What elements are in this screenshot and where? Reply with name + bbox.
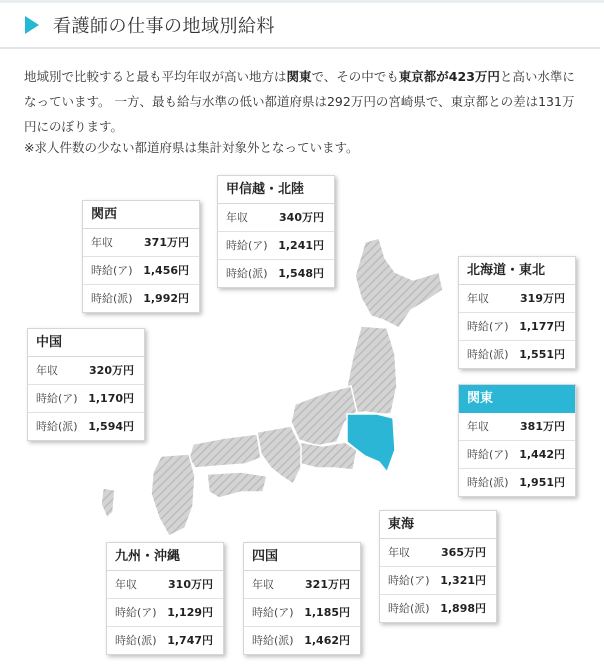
region-name: 中国: [28, 329, 144, 357]
region-name: 東海: [380, 511, 496, 539]
part-row: 時給(ア) 1,456円: [83, 257, 199, 285]
region-card-chugoku: [27, 328, 145, 441]
annual-row: 年収 371万円: [83, 229, 199, 257]
dispatch-row: 時給(派) 1,992円: [91, 292, 189, 305]
map-tokai: [299, 442, 357, 470]
arrow-right-icon: [25, 16, 39, 34]
part-row: 時給(ア) 1,129円: [107, 599, 223, 627]
region-card-kyushu: [106, 542, 224, 655]
part-row: 時給(ア) 1,185円: [244, 599, 360, 627]
dispatch-row: 時給(派) 1,551円: [467, 348, 565, 361]
map-hokkaido: [355, 238, 443, 328]
part-row: 時給(ア) 1,170円: [28, 385, 144, 413]
annual-row: 年収 321万円: [244, 571, 360, 599]
dispatch-row: 時給(派) 1,462円: [252, 634, 350, 647]
intro-bold-tokyo: 東京都が423万円: [398, 69, 500, 84]
region-card-shikoku: [243, 542, 361, 655]
annual-row: 年収 365万円: [380, 539, 496, 567]
region-name: 関西: [83, 201, 199, 229]
region-name: 関東: [459, 385, 575, 413]
map-chugoku: [189, 434, 261, 468]
annual-row: 年収 320万円: [28, 357, 144, 385]
region-name: 九州・沖縄: [107, 543, 223, 571]
region-card-hokkaido: [458, 256, 576, 369]
region-card-kanto: [458, 384, 576, 497]
annual-row: 年収 381万円: [459, 413, 575, 441]
dispatch-row: 時給(派) 1,898円: [388, 602, 486, 615]
region-card-koshinetsu: [217, 175, 335, 288]
dispatch-row: 時給(派) 1,594円: [36, 420, 134, 433]
intro-text-2: で、その中でも: [311, 69, 399, 84]
intro-bold-kanto: 関東: [286, 69, 312, 84]
map-kyushu: [151, 454, 195, 536]
intro-text-3: と高い水準になっています。 一方、最も給与水準の低い都道府県は292万円の宮崎県で、東京都との差は131万円にのぼります。: [24, 69, 575, 134]
region-name: 北海道・東北: [459, 257, 575, 285]
region-name: 甲信越・北陸: [218, 176, 334, 204]
dispatch-row: 時給(派) 1,951円: [467, 476, 565, 489]
section-header: [0, 3, 600, 49]
annual-row: 年収 340万円: [218, 204, 334, 232]
intro-paragraph: [24, 64, 584, 139]
part-row: 時給(ア) 1,321円: [380, 567, 496, 595]
footnote: ※求人件数の少ない都道府県は集計対象外となっています。: [24, 140, 359, 155]
annual-row: 年収 319万円: [459, 285, 575, 313]
intro-text-1: 地域別で比較すると最も平均年収が高い地方は: [24, 69, 287, 84]
region-card-kansai: [82, 200, 200, 313]
part-row: 時給(ア) 1,442円: [459, 441, 575, 469]
map-okinawa: [101, 488, 115, 518]
part-row: 時給(ア) 1,241円: [218, 232, 334, 260]
dispatch-row: 時給(派) 1,548円: [226, 267, 324, 280]
region-name: 四国: [244, 543, 360, 571]
annual-row: 年収 310万円: [107, 571, 223, 599]
section-title: 看護師の仕事の地域別給料: [53, 16, 275, 37]
part-row: 時給(ア) 1,177円: [459, 313, 575, 341]
map-shikoku: [207, 472, 267, 498]
region-card-tokai: [379, 510, 497, 623]
dispatch-row: 時給(派) 1,747円: [115, 634, 213, 647]
